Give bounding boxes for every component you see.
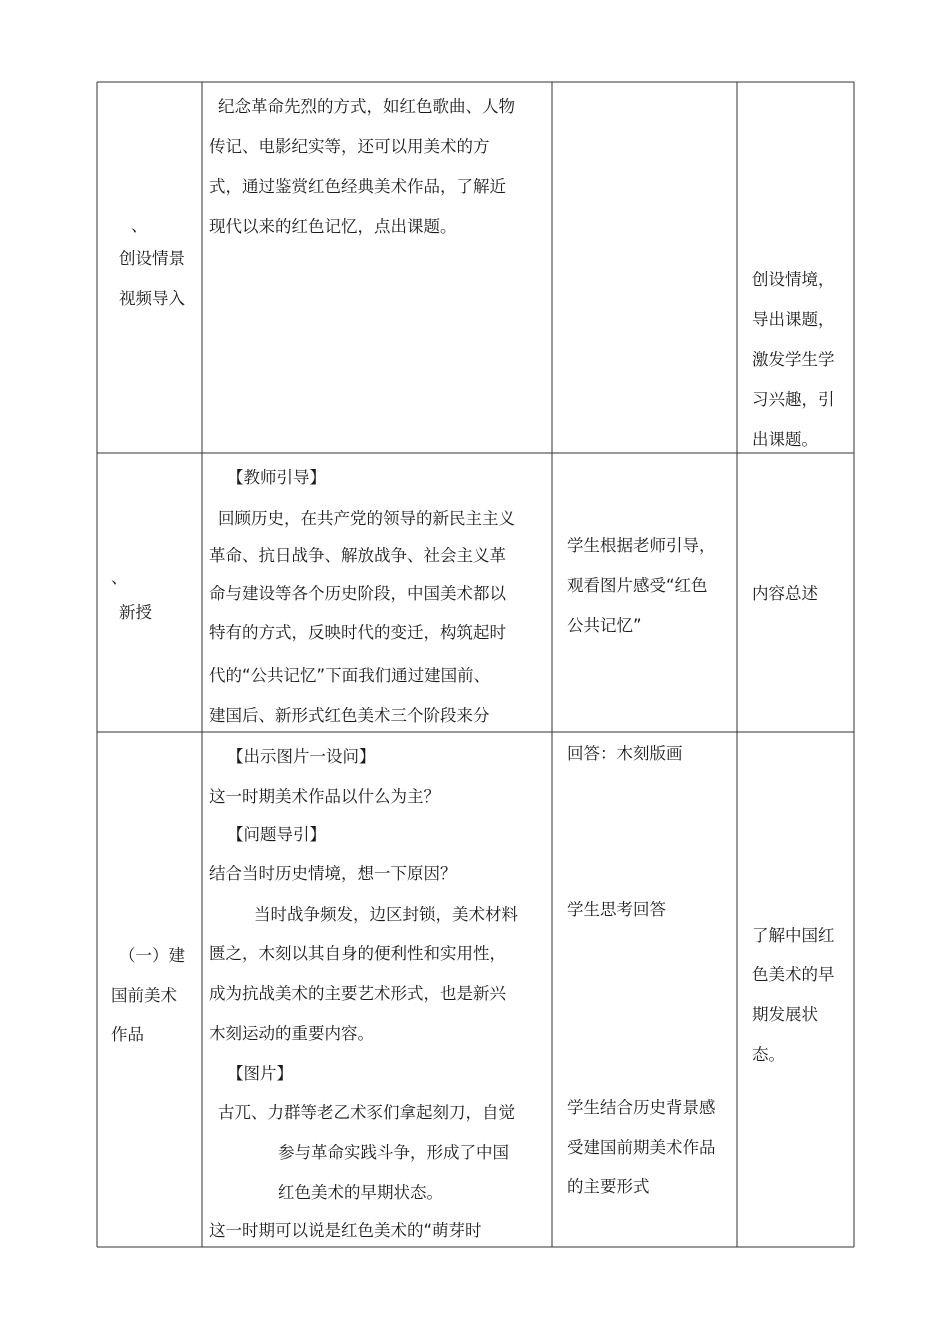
row3-teacher-line-10: 古兀、力群等老乙术豕们拿起刻刀，自觉 — [218, 1103, 515, 1122]
row3-intent-line-2: 色美术的早 — [752, 965, 835, 984]
row3-student-line-1: 回答：木刻版画 — [567, 744, 683, 763]
row2-stage-line-2: 新授 — [119, 603, 152, 622]
row2-teacher-line-6: 代的“公共记忆”下面我们通过建国前、 — [209, 666, 491, 685]
row3-teacher-line-4: 结合当时历史情境，想一下原因？ — [209, 864, 457, 883]
row3-student-line-2: 学生思考回答 — [567, 900, 666, 919]
row3-teacher-line-13: 这一时期可以说是红色美术的“萌芽时 — [209, 1221, 482, 1240]
row3-teacher-line-6: 匮之，木刻以其自身的便利性和实用性， — [209, 944, 506, 963]
row1-teacher-line-1: 纪念革命先烈的方式，如红色歌曲、人物 — [218, 97, 515, 116]
row3-teacher-line-2: 这一时期美术作品以什么为主？ — [209, 787, 440, 806]
row2-teacher-line-7: 建国后、新形式红色美术三个阶段来分 — [209, 706, 490, 725]
row3-stage-line-3: 作品 — [111, 1025, 144, 1044]
row1-stage-line-2: 创设情景 — [119, 249, 185, 268]
row3-intent-line-4: 态。 — [752, 1045, 785, 1064]
row3-student-line-5: 的主要形式 — [567, 1177, 650, 1196]
row2-teacher-line-4: 命与建设等各个历史阶段，中国美术都以 — [209, 584, 506, 603]
row3-teacher-line-3: 【问题导引】 — [227, 825, 326, 844]
row3-student-line-4: 受建国前期美术作品 — [567, 1138, 716, 1157]
row3-stage-line-2: 国前美术 — [111, 986, 177, 1005]
row3-teacher-line-12: 红色美术的早期状态。 — [278, 1183, 443, 1202]
row1-teacher-line-4: 现代以来的红色记忆，点出课题。 — [209, 217, 457, 236]
row1-intent-line-3: 激发学生学 — [752, 350, 835, 369]
row2-teacher-line-3: 革命、抗日战争、解放战争、社会主义革 — [209, 546, 506, 565]
row3-teacher-line-9: 【图片】 — [227, 1064, 293, 1083]
row2-student-line-2: 观看图片感受“红色 — [567, 576, 708, 595]
row1-teacher-line-2: 传记、电影纪实等，还可以用美术的方 — [209, 137, 490, 156]
row2-teacher-line-1: 【教师引导】 — [227, 468, 326, 487]
row1-stage-line-3: 视频导入 — [119, 289, 185, 308]
row1-intent-line-4: 习兴趣，引 — [752, 390, 835, 409]
row1-teacher-line-3: 式，通过鉴赏红色经典美术作品，了解近 — [209, 177, 506, 196]
row3-teacher-line-5: 当时战争频发，边区封锁，美术材料 — [254, 905, 518, 924]
row3-teacher-line-1: 【出示图片一设问】 — [227, 747, 376, 766]
row1-intent-line-2: 导出课题， — [752, 310, 835, 329]
row3-teacher-line-11: 参与革命实践斗争，形成了中国 — [278, 1143, 509, 1162]
row2-student-line-1: 学生根据老师引导， — [567, 536, 716, 555]
row3-student-line-3: 学生结合历史背景感 — [567, 1098, 716, 1117]
row1-stage-line-1: 、 — [131, 216, 148, 235]
row2-student-line-3: 公共记忆” — [567, 616, 642, 635]
row2-teacher-line-2: 回顾历史，在共产党的领导的新民主主义 — [218, 509, 515, 528]
row2-teacher-line-5: 特有的方式，反映时代的变迁，构筑起时 — [209, 623, 506, 642]
row3-intent-line-1: 了解中国红 — [752, 926, 835, 945]
row3-stage-line-1: （一）建 — [119, 946, 185, 965]
row2-intent-line-1: 内容总述 — [752, 584, 818, 603]
row3-teacher-line-8: 木刻运动的重要内容。 — [209, 1024, 374, 1043]
row1-intent-line-1: 创设情境， — [752, 270, 835, 289]
row3-teacher-line-7: 成为抗战美术的主要艺术形式，也是新兴 — [209, 984, 506, 1003]
row3-intent-line-3: 期发展状 — [752, 1005, 818, 1024]
row1-intent-line-5: 出课题。 — [752, 430, 818, 449]
row2-stage-line-1: 、 — [111, 568, 128, 587]
